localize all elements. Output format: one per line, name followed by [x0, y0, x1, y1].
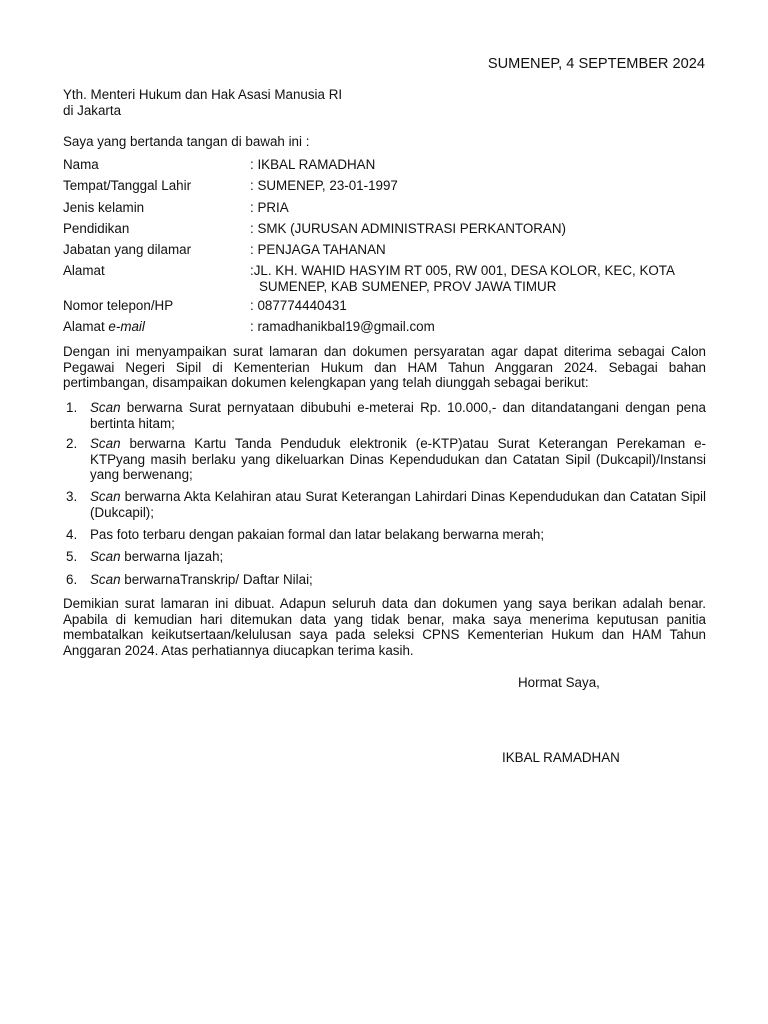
field-value: : SUMENEP, 23-01-1997: [250, 178, 398, 193]
intro-text: Saya yang bertanda tangan di bawah ini :: [63, 134, 310, 149]
place-date: SUMENEP, 4 SEPTEMBER 2024: [487, 56, 705, 72]
field-label-text: Alamat: [63, 319, 109, 334]
field-label-italic: e-mail: [108, 319, 145, 334]
field-label: Nama: [63, 157, 99, 172]
list-italic: Scan: [90, 572, 121, 587]
list-body: berwarna Akta Kelahiran atau Surat Keterangan Lahirdari Dinas Kependudukan dan Catatan Sipil (Dukcapil);: [90, 489, 706, 520]
list-number: 1.: [66, 400, 78, 415]
list-italic: Scan: [90, 549, 121, 564]
list-italic: Scan: [90, 400, 121, 415]
field-value: : 087774440431: [250, 298, 347, 313]
list-number: 3.: [66, 489, 78, 504]
list-body: berwarnaTranskrip/ Daftar Nilai;: [120, 572, 313, 587]
list-text: [90, 527, 706, 543]
field-label: Jenis kelamin: [63, 200, 145, 215]
field-value: : PENJAGA TAHANAN: [250, 242, 386, 257]
field-label: Tempat/Tanggal Lahir: [63, 178, 192, 193]
field-value: : ramadhanikbal19@gmail.com: [250, 319, 435, 334]
field-value: : IKBAL RAMADHAN: [250, 157, 376, 172]
list-text: [90, 549, 706, 565]
list-italic: Scan: [90, 489, 121, 504]
field-label: Pendidikan: [63, 221, 130, 236]
list-text: [90, 572, 706, 588]
list-number: 2.: [66, 436, 78, 451]
field-label: [63, 319, 249, 335]
recipient-line: Yth. Menteri Hukum dan Hak Asasi Manusia RI: [63, 87, 343, 102]
field-value: : PRIA: [250, 200, 289, 215]
closing-salutation: Hormat Saya,: [518, 675, 600, 690]
address-line: :JL. KH. WAHID HASYIM RT 005, RW 001, DESA KOLOR, KEC, KOTA: [250, 263, 675, 278]
recipient-block: [63, 87, 342, 118]
list-number: 4.: [66, 527, 78, 542]
paragraph-intro: Dengan ini menyampaikan surat lamaran dan dokumen persyaratan agar dapat diterima sebagai Calon Pegawai Negeri Sipil di Kementerian Hukum dan HAM Tahun Anggaran 2024. Sebagai bahan pertimbangan, disampaikan dokumen kelengkapan yang telah diunggah sebagai berikut:: [63, 344, 706, 391]
address-line: SUMENEP, KAB SUMENEP, PROV JAWA TIMUR: [259, 278, 557, 294]
list-body: Pas foto terbaru dengan pakaian formal dan latar belakang berwarna merah;: [90, 527, 545, 542]
list-body: berwarna Kartu Tanda Penduduk elektronik (e-KTP)atau Surat Keterangan Perekaman e-KTPyang masih berlaku yang dikeluarkan Dinas Kependudukan dan Catatan Sipil (Dukcapil)/Instansi yang berwenang;: [90, 436, 706, 483]
list-number: 5.: [66, 549, 78, 564]
signature-name: IKBAL RAMADHAN: [502, 750, 620, 765]
list-text: [90, 436, 706, 483]
field-value: [250, 263, 705, 294]
field-value: : SMK (JURUSAN ADMINISTRASI PERKANTORAN): [250, 221, 566, 236]
list-body: berwarna Surat pernyataan dibubuhi e-meterai Rp. 10.000,- dan ditandatangani dengan pena bertinta hitam;: [90, 400, 706, 431]
list-body: berwarna Ijazah;: [120, 549, 224, 564]
list-text: [90, 400, 706, 431]
field-label: Jabatan yang dilamar: [63, 242, 192, 257]
recipient-location: di Jakarta: [63, 102, 122, 118]
field-label: Alamat: [63, 263, 105, 278]
paragraph-closing: Demikian surat lamaran ini dibuat. Adapun seluruh data dan dokumen yang saya berikan adalah benar. Apabila di kemudian hari ditemukan data yang tidak benar, maka saya menerima keputusan panitia membatalkan keikutsertaan/kelulusan saya pada seleksi CPNS Kementerian Hukum dan HAM Tahun Anggaran 2024. Atas perhatiannya diucapkan terima kasih.: [63, 596, 706, 658]
field-label: Nomor telepon/HP: [63, 298, 174, 313]
list-number: 6.: [66, 572, 78, 587]
list-italic: Scan: [90, 436, 121, 451]
list-text: [90, 489, 706, 520]
